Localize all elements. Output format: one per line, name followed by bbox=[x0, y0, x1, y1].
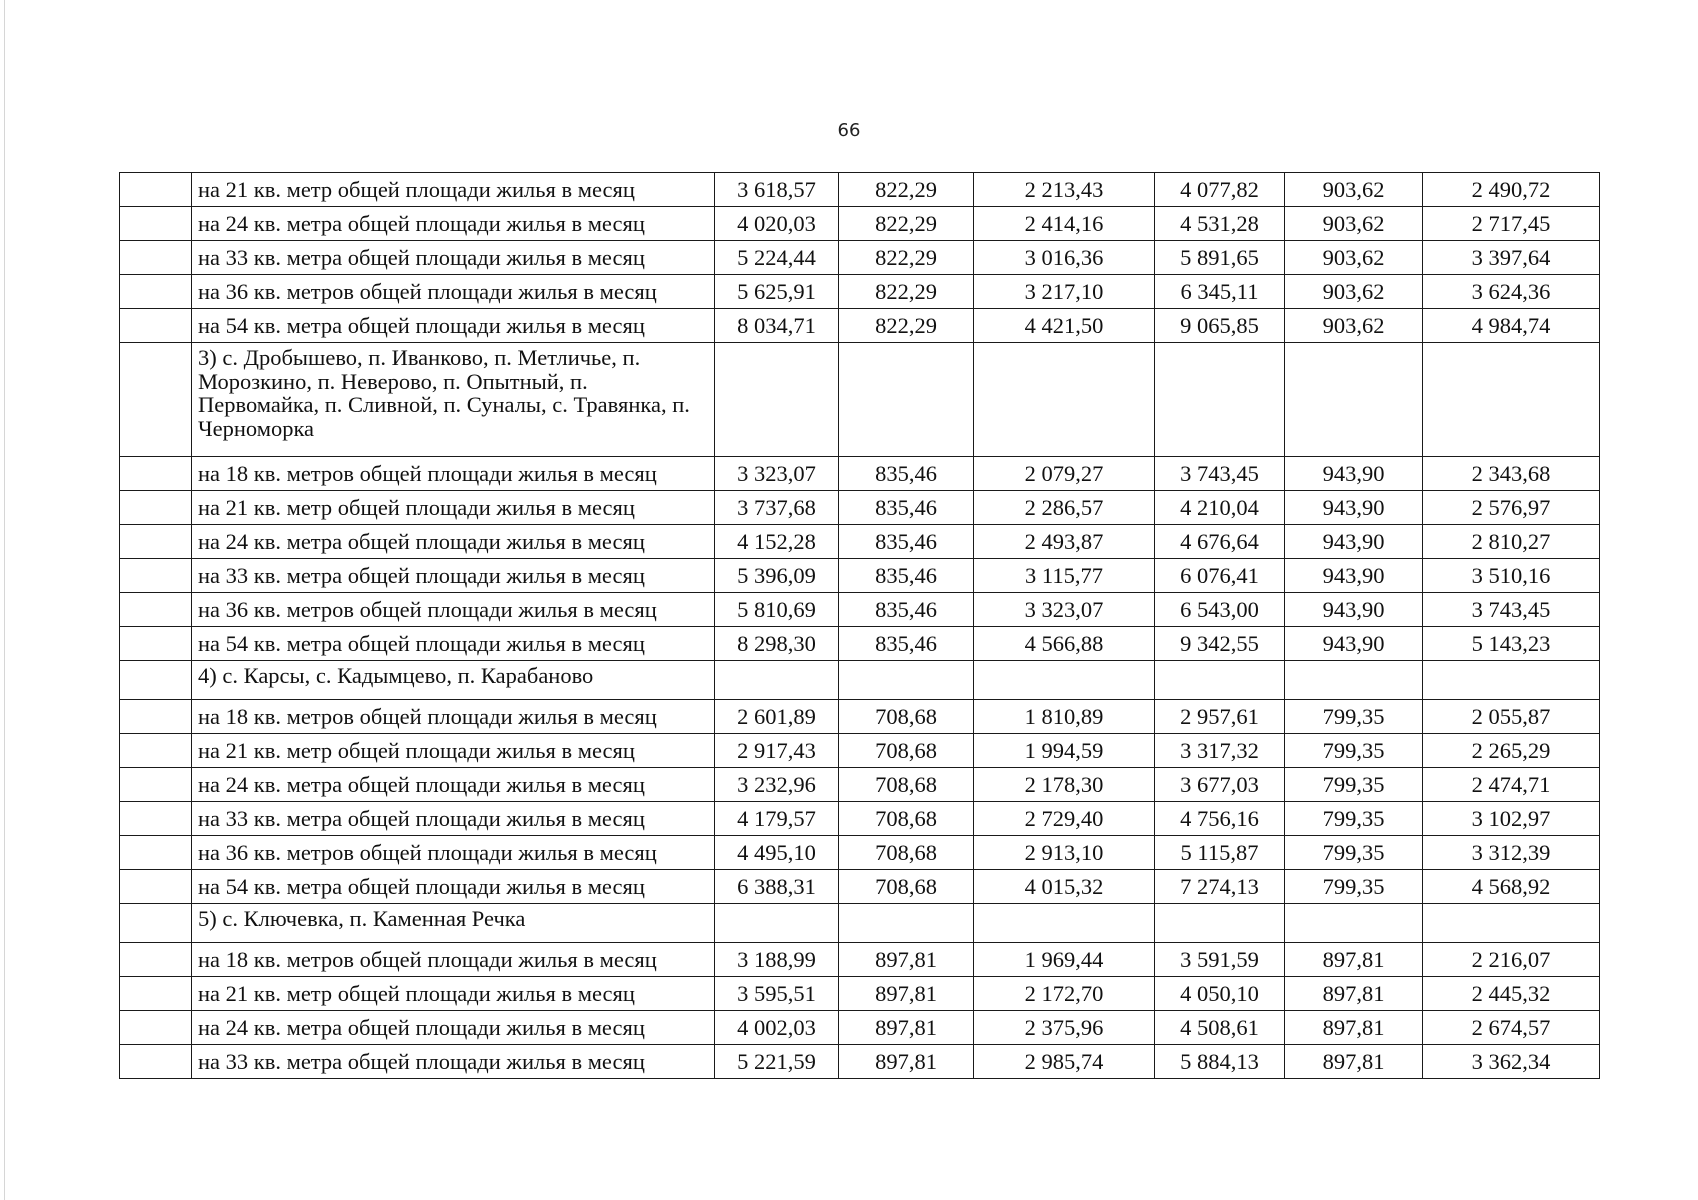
row-label-cell: на 24 кв. метра общей площади жилья в месяц bbox=[192, 525, 715, 559]
row-index-cell bbox=[120, 870, 192, 904]
row-index-cell bbox=[120, 661, 192, 700]
value-cell-col-1: 4 179,57 bbox=[715, 802, 839, 836]
value-cell-col-4: 4 756,16 bbox=[1155, 802, 1285, 836]
value-cell-col-2: 708,68 bbox=[839, 802, 974, 836]
row-index-cell bbox=[120, 173, 192, 207]
row-index-cell bbox=[120, 802, 192, 836]
value-cell-col-4: 7 274,13 bbox=[1155, 870, 1285, 904]
value-cell-col-4: 3 317,32 bbox=[1155, 734, 1285, 768]
value-cell-col-6: 3 312,39 bbox=[1423, 836, 1600, 870]
value-cell-col-5 bbox=[1285, 661, 1423, 700]
value-cell-col-5: 903,62 bbox=[1285, 207, 1423, 241]
value-cell-col-3: 2 729,40 bbox=[974, 802, 1155, 836]
value-cell-col-2: 897,81 bbox=[839, 1045, 974, 1079]
value-cell-col-3: 1 969,44 bbox=[974, 943, 1155, 977]
row-index-cell bbox=[120, 836, 192, 870]
value-cell-col-6: 3 397,64 bbox=[1423, 241, 1600, 275]
row-index-cell bbox=[120, 904, 192, 943]
value-cell-col-2: 708,68 bbox=[839, 836, 974, 870]
tariff-table bbox=[119, 172, 1600, 1079]
value-cell-col-3: 3 115,77 bbox=[974, 559, 1155, 593]
row-index-cell bbox=[120, 457, 192, 491]
value-cell-col-1 bbox=[715, 343, 839, 457]
table-row bbox=[120, 1045, 1600, 1079]
value-cell-col-1: 8 034,71 bbox=[715, 309, 839, 343]
value-cell-col-5: 799,35 bbox=[1285, 870, 1423, 904]
value-cell-col-1: 2 601,89 bbox=[715, 700, 839, 734]
value-cell-col-1: 4 152,28 bbox=[715, 525, 839, 559]
row-index-cell bbox=[120, 593, 192, 627]
value-cell-col-1: 3 323,07 bbox=[715, 457, 839, 491]
value-cell-col-3: 2 079,27 bbox=[974, 457, 1155, 491]
row-index-cell bbox=[120, 241, 192, 275]
row-index-cell bbox=[120, 700, 192, 734]
value-cell-col-3: 3 016,36 bbox=[974, 241, 1155, 275]
row-label-cell: на 36 кв. метров общей площади жилья в месяц bbox=[192, 275, 715, 309]
table-row bbox=[120, 457, 1600, 491]
value-cell-col-5 bbox=[1285, 904, 1423, 943]
table-row bbox=[120, 977, 1600, 1011]
table-row bbox=[120, 836, 1600, 870]
value-cell-col-3: 2 213,43 bbox=[974, 173, 1155, 207]
table-row bbox=[120, 275, 1600, 309]
value-cell-col-1: 3 188,99 bbox=[715, 943, 839, 977]
value-cell-col-3 bbox=[974, 661, 1155, 700]
value-cell-col-3: 2 375,96 bbox=[974, 1011, 1155, 1045]
row-index-cell bbox=[120, 343, 192, 457]
value-cell-col-3 bbox=[974, 343, 1155, 457]
value-cell-col-1: 5 224,44 bbox=[715, 241, 839, 275]
row-label-cell: на 36 кв. метров общей площади жилья в месяц bbox=[192, 836, 715, 870]
table-row bbox=[120, 309, 1600, 343]
value-cell-col-3: 4 421,50 bbox=[974, 309, 1155, 343]
value-cell-col-4: 4 210,04 bbox=[1155, 491, 1285, 525]
row-label-cell: на 21 кв. метр общей площади жилья в месяц bbox=[192, 491, 715, 525]
value-cell-col-4: 4 077,82 bbox=[1155, 173, 1285, 207]
value-cell-col-4: 9 342,55 bbox=[1155, 627, 1285, 661]
value-cell-col-2: 835,46 bbox=[839, 559, 974, 593]
value-cell-col-2: 708,68 bbox=[839, 734, 974, 768]
value-cell-col-6: 3 743,45 bbox=[1423, 593, 1600, 627]
value-cell-col-5: 903,62 bbox=[1285, 275, 1423, 309]
row-index-cell bbox=[120, 1011, 192, 1045]
value-cell-col-6: 3 362,34 bbox=[1423, 1045, 1600, 1079]
row-label-cell: на 24 кв. метра общей площади жилья в месяц bbox=[192, 1011, 715, 1045]
row-index-cell bbox=[120, 559, 192, 593]
value-cell-col-5: 897,81 bbox=[1285, 1011, 1423, 1045]
value-cell-col-1 bbox=[715, 661, 839, 700]
table-row bbox=[120, 525, 1600, 559]
value-cell-col-1: 4 020,03 bbox=[715, 207, 839, 241]
table-row bbox=[120, 1011, 1600, 1045]
value-cell-col-4: 3 743,45 bbox=[1155, 457, 1285, 491]
value-cell-col-3 bbox=[974, 904, 1155, 943]
value-cell-col-1: 5 396,09 bbox=[715, 559, 839, 593]
value-cell-col-5 bbox=[1285, 343, 1423, 457]
value-cell-col-2 bbox=[839, 904, 974, 943]
value-cell-col-3: 1 994,59 bbox=[974, 734, 1155, 768]
row-label-cell: на 54 кв. метра общей площади жилья в месяц bbox=[192, 309, 715, 343]
value-cell-col-4: 4 050,10 bbox=[1155, 977, 1285, 1011]
value-cell-col-1: 3 618,57 bbox=[715, 173, 839, 207]
value-cell-col-6: 2 490,72 bbox=[1423, 173, 1600, 207]
value-cell-col-2: 822,29 bbox=[839, 173, 974, 207]
value-cell-col-6: 2 717,45 bbox=[1423, 207, 1600, 241]
value-cell-col-2: 835,46 bbox=[839, 457, 974, 491]
value-cell-col-6: 2 474,71 bbox=[1423, 768, 1600, 802]
value-cell-col-2: 835,46 bbox=[839, 491, 974, 525]
value-cell-col-4 bbox=[1155, 904, 1285, 943]
table-row bbox=[120, 241, 1600, 275]
value-cell-col-2: 822,29 bbox=[839, 207, 974, 241]
value-cell-col-3: 1 810,89 bbox=[974, 700, 1155, 734]
section-heading-cell: 5) с. Ключевка, п. Каменная Речка bbox=[192, 904, 715, 943]
value-cell-col-5: 799,35 bbox=[1285, 802, 1423, 836]
table-row bbox=[120, 700, 1600, 734]
table-row bbox=[120, 491, 1600, 525]
row-label-cell: на 33 кв. метра общей площади жилья в месяц bbox=[192, 559, 715, 593]
value-cell-col-3: 2 985,74 bbox=[974, 1045, 1155, 1079]
table-row bbox=[120, 627, 1600, 661]
value-cell-col-5: 903,62 bbox=[1285, 309, 1423, 343]
table-row bbox=[120, 768, 1600, 802]
value-cell-col-5: 897,81 bbox=[1285, 977, 1423, 1011]
value-cell-col-4: 9 065,85 bbox=[1155, 309, 1285, 343]
row-label-cell: на 18 кв. метров общей площади жилья в месяц bbox=[192, 700, 715, 734]
value-cell-col-2: 708,68 bbox=[839, 870, 974, 904]
value-cell-col-3: 4 566,88 bbox=[974, 627, 1155, 661]
value-cell-col-2: 897,81 bbox=[839, 977, 974, 1011]
section-heading-cell: 3) с. Дробышево, п. Иванково, п. Метличье, п. Морозкино, п. Неверово, п. Опытный, п. Первомайка, п. Сливной, п. Суналы, с. Травянка, п. Черноморка bbox=[192, 343, 715, 457]
row-index-cell bbox=[120, 768, 192, 802]
table-row bbox=[120, 559, 1600, 593]
row-index-cell bbox=[120, 1045, 192, 1079]
section-heading-cell: 4) с. Карсы, с. Кадымцево, п. Карабаново bbox=[192, 661, 715, 700]
value-cell-col-6: 4 984,74 bbox=[1423, 309, 1600, 343]
row-index-cell bbox=[120, 491, 192, 525]
value-cell-col-4: 6 076,41 bbox=[1155, 559, 1285, 593]
table-row bbox=[120, 207, 1600, 241]
value-cell-col-5: 943,90 bbox=[1285, 593, 1423, 627]
table-row bbox=[120, 870, 1600, 904]
table-row bbox=[120, 943, 1600, 977]
value-cell-col-6 bbox=[1423, 904, 1600, 943]
row-index-cell bbox=[120, 207, 192, 241]
row-label-cell: на 21 кв. метр общей площади жилья в месяц bbox=[192, 734, 715, 768]
value-cell-col-6: 3 624,36 bbox=[1423, 275, 1600, 309]
value-cell-col-4: 2 957,61 bbox=[1155, 700, 1285, 734]
value-cell-col-4 bbox=[1155, 661, 1285, 700]
value-cell-col-1: 5 221,59 bbox=[715, 1045, 839, 1079]
value-cell-col-1: 4 002,03 bbox=[715, 1011, 839, 1045]
section-heading-row bbox=[120, 343, 1600, 457]
value-cell-col-3: 2 913,10 bbox=[974, 836, 1155, 870]
section-heading-row bbox=[120, 661, 1600, 700]
value-cell-col-6: 3 510,16 bbox=[1423, 559, 1600, 593]
value-cell-col-6: 5 143,23 bbox=[1423, 627, 1600, 661]
value-cell-col-6: 2 343,68 bbox=[1423, 457, 1600, 491]
value-cell-col-4: 5 115,87 bbox=[1155, 836, 1285, 870]
row-label-cell: на 18 кв. метров общей площади жилья в месяц bbox=[192, 457, 715, 491]
value-cell-col-5: 897,81 bbox=[1285, 943, 1423, 977]
value-cell-col-6: 2 445,32 bbox=[1423, 977, 1600, 1011]
value-cell-col-1 bbox=[715, 904, 839, 943]
value-cell-col-3: 2 286,57 bbox=[974, 491, 1155, 525]
value-cell-col-4: 6 345,11 bbox=[1155, 275, 1285, 309]
value-cell-col-2: 835,46 bbox=[839, 593, 974, 627]
row-index-cell bbox=[120, 525, 192, 559]
value-cell-col-2: 708,68 bbox=[839, 768, 974, 802]
table-row bbox=[120, 802, 1600, 836]
value-cell-col-4: 3 677,03 bbox=[1155, 768, 1285, 802]
value-cell-col-1: 6 388,31 bbox=[715, 870, 839, 904]
row-label-cell: на 21 кв. метр общей площади жилья в месяц bbox=[192, 977, 715, 1011]
value-cell-col-4: 6 543,00 bbox=[1155, 593, 1285, 627]
table-row bbox=[120, 593, 1600, 627]
value-cell-col-3: 2 172,70 bbox=[974, 977, 1155, 1011]
row-index-cell bbox=[120, 943, 192, 977]
row-label-cell: на 36 кв. метров общей площади жилья в месяц bbox=[192, 593, 715, 627]
value-cell-col-1: 3 595,51 bbox=[715, 977, 839, 1011]
value-cell-col-1: 5 810,69 bbox=[715, 593, 839, 627]
row-label-cell: на 54 кв. метра общей площади жилья в месяц bbox=[192, 870, 715, 904]
value-cell-col-6: 3 102,97 bbox=[1423, 802, 1600, 836]
value-cell-col-4: 4 508,61 bbox=[1155, 1011, 1285, 1045]
row-label-cell: на 24 кв. метра общей площади жилья в месяц bbox=[192, 768, 715, 802]
value-cell-col-5: 943,90 bbox=[1285, 559, 1423, 593]
row-label-cell: на 21 кв. метр общей площади жилья в месяц bbox=[192, 173, 715, 207]
row-index-cell bbox=[120, 734, 192, 768]
value-cell-col-4: 4 531,28 bbox=[1155, 207, 1285, 241]
value-cell-col-2: 822,29 bbox=[839, 309, 974, 343]
section-heading-row bbox=[120, 904, 1600, 943]
value-cell-col-5: 897,81 bbox=[1285, 1045, 1423, 1079]
value-cell-col-1: 8 298,30 bbox=[715, 627, 839, 661]
row-label-cell: на 33 кв. метра общей площади жилья в месяц bbox=[192, 802, 715, 836]
value-cell-col-6 bbox=[1423, 343, 1600, 457]
value-cell-col-6: 2 055,87 bbox=[1423, 700, 1600, 734]
value-cell-col-5: 903,62 bbox=[1285, 241, 1423, 275]
value-cell-col-2: 897,81 bbox=[839, 943, 974, 977]
value-cell-col-2 bbox=[839, 661, 974, 700]
value-cell-col-3: 2 493,87 bbox=[974, 525, 1155, 559]
value-cell-col-1: 3 232,96 bbox=[715, 768, 839, 802]
row-index-cell bbox=[120, 275, 192, 309]
value-cell-col-1: 2 917,43 bbox=[715, 734, 839, 768]
value-cell-col-5: 943,90 bbox=[1285, 627, 1423, 661]
value-cell-col-6: 2 576,97 bbox=[1423, 491, 1600, 525]
value-cell-col-5: 799,35 bbox=[1285, 768, 1423, 802]
value-cell-col-3: 3 217,10 bbox=[974, 275, 1155, 309]
value-cell-col-4: 4 676,64 bbox=[1155, 525, 1285, 559]
tariff-table-body bbox=[120, 173, 1600, 1079]
value-cell-col-5: 903,62 bbox=[1285, 173, 1423, 207]
value-cell-col-5: 943,90 bbox=[1285, 525, 1423, 559]
row-label-cell: на 24 кв. метра общей площади жилья в месяц bbox=[192, 207, 715, 241]
value-cell-col-6 bbox=[1423, 661, 1600, 700]
value-cell-col-5: 799,35 bbox=[1285, 836, 1423, 870]
value-cell-col-4: 3 591,59 bbox=[1155, 943, 1285, 977]
value-cell-col-2: 897,81 bbox=[839, 1011, 974, 1045]
value-cell-col-3: 2 414,16 bbox=[974, 207, 1155, 241]
value-cell-col-1: 4 495,10 bbox=[715, 836, 839, 870]
row-label-cell: на 54 кв. метра общей площади жилья в месяц bbox=[192, 627, 715, 661]
value-cell-col-2 bbox=[839, 343, 974, 457]
value-cell-col-6: 4 568,92 bbox=[1423, 870, 1600, 904]
table-row bbox=[120, 734, 1600, 768]
value-cell-col-3: 4 015,32 bbox=[974, 870, 1155, 904]
value-cell-col-5: 799,35 bbox=[1285, 734, 1423, 768]
scan-edge-line bbox=[4, 0, 5, 1200]
value-cell-col-2: 822,29 bbox=[839, 241, 974, 275]
row-label-cell: на 33 кв. метра общей площади жилья в месяц bbox=[192, 241, 715, 275]
value-cell-col-3: 3 323,07 bbox=[974, 593, 1155, 627]
page-number: 66 bbox=[837, 120, 861, 141]
value-cell-col-6: 2 810,27 bbox=[1423, 525, 1600, 559]
value-cell-col-2: 835,46 bbox=[839, 627, 974, 661]
value-cell-col-5: 799,35 bbox=[1285, 700, 1423, 734]
value-cell-col-6: 2 216,07 bbox=[1423, 943, 1600, 977]
value-cell-col-4 bbox=[1155, 343, 1285, 457]
value-cell-col-3: 2 178,30 bbox=[974, 768, 1155, 802]
value-cell-col-4: 5 884,13 bbox=[1155, 1045, 1285, 1079]
value-cell-col-2: 822,29 bbox=[839, 275, 974, 309]
row-index-cell bbox=[120, 977, 192, 1011]
value-cell-col-2: 835,46 bbox=[839, 525, 974, 559]
table-row bbox=[120, 173, 1600, 207]
value-cell-col-6: 2 674,57 bbox=[1423, 1011, 1600, 1045]
value-cell-col-2: 708,68 bbox=[839, 700, 974, 734]
value-cell-col-5: 943,90 bbox=[1285, 457, 1423, 491]
value-cell-col-1: 5 625,91 bbox=[715, 275, 839, 309]
row-label-cell: на 33 кв. метра общей площади жилья в месяц bbox=[192, 1045, 715, 1079]
value-cell-col-1: 3 737,68 bbox=[715, 491, 839, 525]
value-cell-col-5: 943,90 bbox=[1285, 491, 1423, 525]
value-cell-col-6: 2 265,29 bbox=[1423, 734, 1600, 768]
value-cell-col-4: 5 891,65 bbox=[1155, 241, 1285, 275]
row-index-cell bbox=[120, 309, 192, 343]
row-index-cell bbox=[120, 627, 192, 661]
row-label-cell: на 18 кв. метров общей площади жилья в месяц bbox=[192, 943, 715, 977]
